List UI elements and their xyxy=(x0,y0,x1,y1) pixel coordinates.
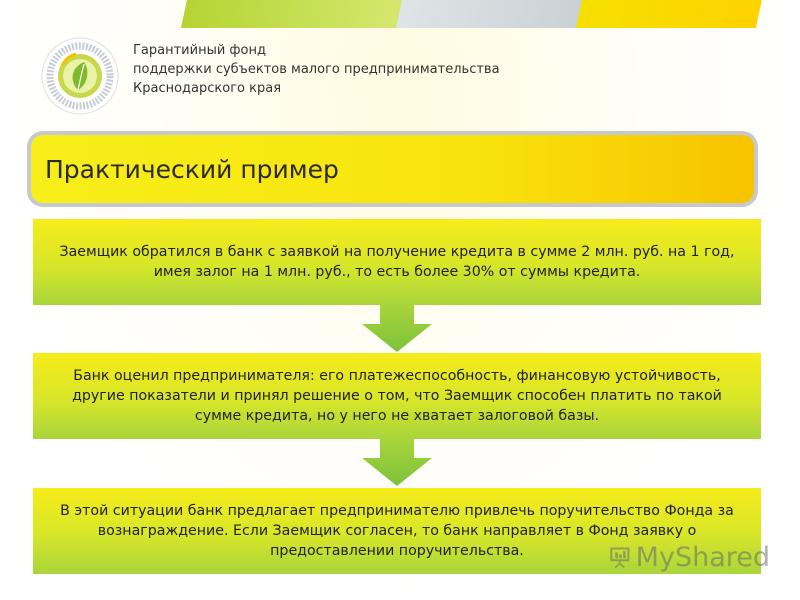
slide-title: Практический пример xyxy=(45,154,339,184)
title-bar-inner xyxy=(31,135,754,203)
presentation-icon xyxy=(610,540,630,574)
organization-line-1: Гарантийный фонд xyxy=(133,43,266,58)
decor-gray-shape xyxy=(396,0,594,28)
fund-logo-icon xyxy=(40,36,120,116)
decor-green-shape xyxy=(181,0,414,28)
down-arrow-icon xyxy=(362,438,432,486)
organization-line-2: поддержки субъектов малого предпринимательства xyxy=(133,62,500,77)
step-box-1 xyxy=(33,219,761,305)
watermark-text: MyShared xyxy=(635,541,770,573)
step-box-2 xyxy=(33,353,761,439)
decor-yellow-shape xyxy=(576,0,764,28)
down-arrow-icon xyxy=(362,304,432,352)
step-text-2: Банк оценил предпринимателя: его платежеспособность, финансовую устойчивость, другие показатели и принял решение о том, что Заемщик способен платить по такой сумме кредита, но у него не хватает залоговой базы. xyxy=(72,368,722,424)
step-text-1: Заемщик обратился в банк с заявкой на получение кредита в сумме 2 млн. руб. на 1 год, имея залог на 1 млн. руб., то есть более 30% от суммы кредита. xyxy=(59,244,735,280)
watermark xyxy=(610,537,770,577)
organization-name xyxy=(133,41,500,98)
step-text-3: В этой ситуации банк предлагает предпринимателю привлечь поручительство Фонда за вознаграждение. Если Заемщик согласен, то банк направляет в Фонд заявку о предоставлении поручительства. xyxy=(60,503,734,559)
title-bar xyxy=(27,131,758,207)
organization-line-3: Краснодарского края xyxy=(133,81,282,96)
